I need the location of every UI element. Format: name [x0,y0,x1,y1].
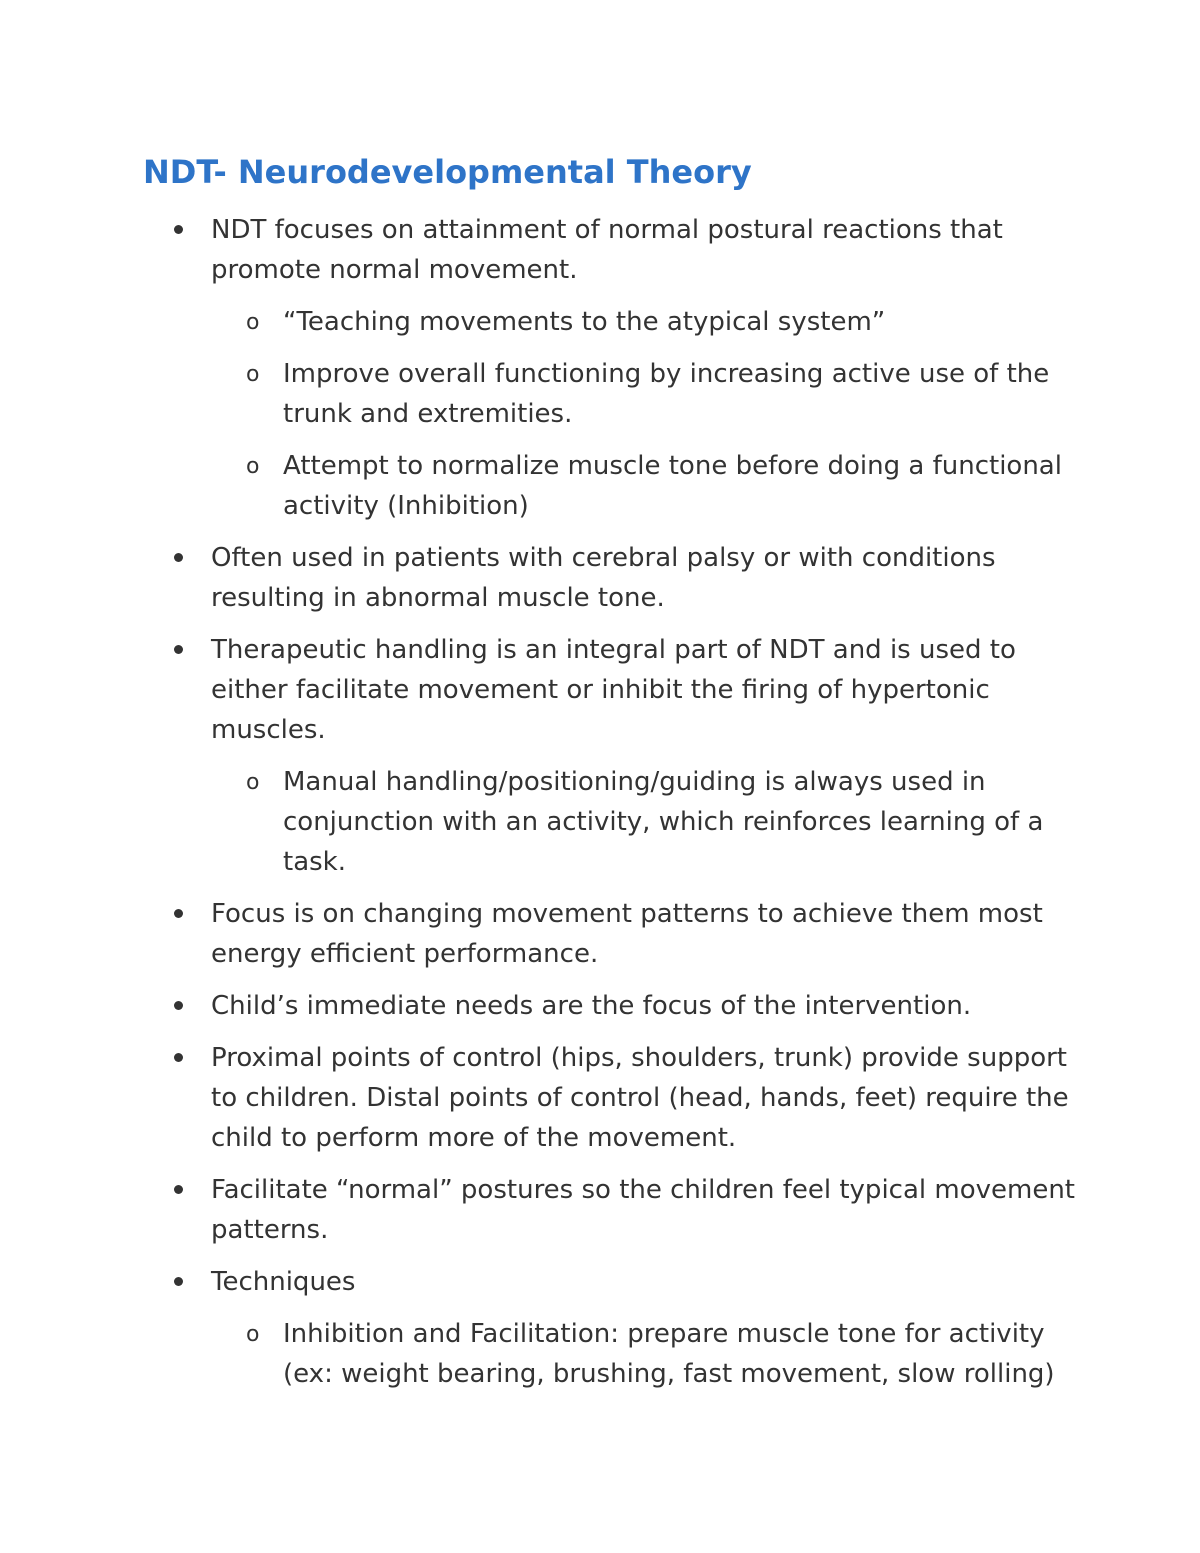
bullet-icon [174,225,183,234]
list-item-text: Techniques [211,1267,356,1297]
sub-list [211,1314,1080,1394]
sub-list-item [0,762,1080,882]
sub-bullet-icon: o [246,1322,260,1347]
sub-bullet-icon: o [246,310,260,335]
bullet-icon [174,909,183,918]
sub-list-item-text: Improve overall functioning by increasing active use of the trunk and extremities. [283,359,1050,429]
list-item [0,894,1200,974]
sub-list-item [0,1314,1080,1394]
list-item-text: Facilitate “normal” postures so the children feel typical movement patterns. [211,1175,1075,1245]
list-item-text: Proximal points of control (hips, shoulders, trunk) provide support to children. Distal points of control (head, hands, feet) require the child to perform more of the movement. [211,1043,1069,1153]
sub-list-item [0,446,1080,526]
page-title: NDT- Neurodevelopmental Theory [143,153,752,191]
sub-bullet-icon: o [246,770,260,795]
list-item [0,986,1200,1026]
sub-list-item [0,302,1080,342]
bullet-icon [174,1001,183,1010]
bullet-list [0,210,1200,1406]
list-item-text: Therapeutic handling is an integral part of NDT and is used to either facilitate movement or inhibit the firing of hypertonic muscles. [211,635,1016,745]
sub-list-item [0,354,1080,434]
list-item-text: Child’s immediate needs are the focus of the intervention. [211,991,972,1021]
bullet-icon [174,1185,183,1194]
list-item [0,1170,1200,1250]
bullet-icon [174,553,183,562]
list-item [0,630,1200,882]
sub-list-item-text: Manual handling/positioning/guiding is always used in conjunction with an activity, which reinforces learning of a task. [283,767,1044,877]
sub-list [211,302,1080,526]
list-item-text: Often used in patients with cerebral palsy or with conditions resulting in abnormal muscle tone. [211,543,996,613]
bullet-icon [174,1053,183,1062]
sub-list [211,762,1080,882]
sub-bullet-icon: o [246,454,260,479]
list-item [0,210,1200,526]
list-item [0,1038,1200,1158]
sub-list-item-text: Attempt to normalize muscle tone before doing a functional activity (Inhibition) [283,451,1062,521]
list-item [0,538,1200,618]
sub-list-item-text: “Teaching movements to the atypical system” [283,307,886,337]
bullet-icon [174,1277,183,1286]
list-item [0,1262,1200,1394]
sub-bullet-icon: o [246,362,260,387]
bullet-icon [174,645,183,654]
list-item-text: Focus is on changing movement patterns to achieve them most energy efficient performance. [211,899,1043,969]
sub-list-item-text: Inhibition and Facilitation: prepare muscle tone for activity (ex: weight bearing, brushing, fast movement, slow rolling) [283,1319,1055,1389]
list-item-text: NDT focuses on attainment of normal postural reactions that promote normal movement. [211,215,1003,285]
